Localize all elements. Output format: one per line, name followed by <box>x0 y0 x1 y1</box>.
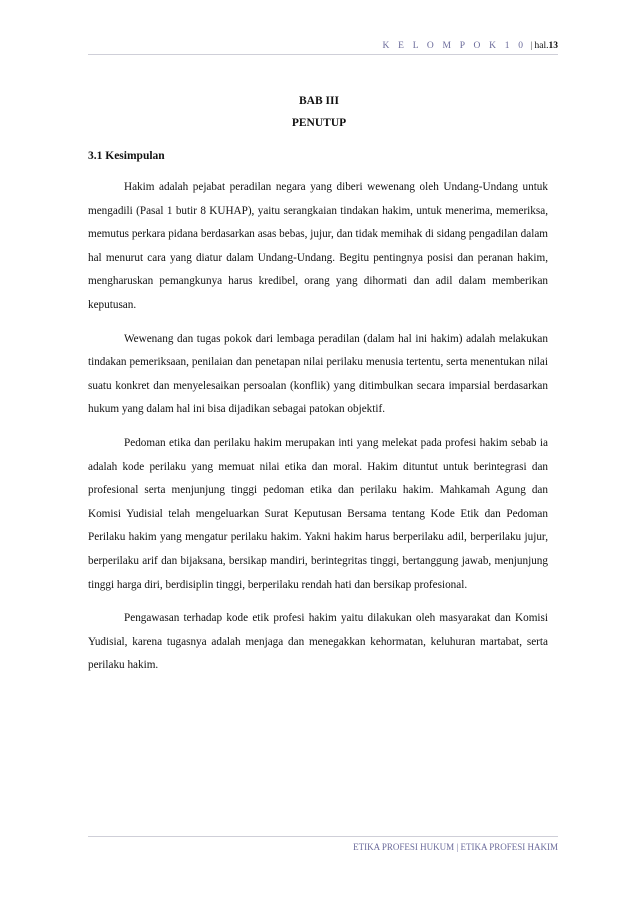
paragraph-3: Pedoman etika dan perilaku hakim merupakan inti yang melekat pada profesi hakim sebab ia adalah kode perilaku yang memuat nilai etika dan moral. Hakim dituntut untuk berintegrasi dan profesional serta menjunjung tinggi pedoman etika dan perilaku hakim. Mahkamah Agung dan Komisi Yudisial telah mengeluarkan Surat Keputusan Bersama tentang Kode Etik dan Pedoman Perilaku hakim yang mengatur perilaku hakim. Yakni hakim harus berperilaku adil, berperilaku jujur, berperilaku arif dan bijaksana, bersikap mandiri, berintegritas tinggi, bertanggung jawab, menjunjung tinggi harga diri, berdisiplin tinggi, berperilaku rendah hati dan bersikap profesional. <box>88 436 548 591</box>
footer-divider <box>88 836 558 837</box>
header-divider <box>88 54 558 55</box>
paragraph-4: Pengawasan terhadap kode etik profesi hakim yaitu dilakukan oleh masyarakat dan Komisi Yudisial, karena tugasnya adalah menjaga dan menegakkan kehormatan, keluhuran martabat, serta perilaku hakim. <box>88 612 548 672</box>
chapter-subtitle: PENUTUP <box>291 117 347 129</box>
body-content <box>88 176 548 688</box>
chapter-title: BAB III <box>299 95 339 107</box>
section-title: 3.1 Kesimpulan <box>88 150 165 162</box>
page-footer: ETIKA PROFESI HUKUM | ETIKA PROFESI HAKIM <box>353 842 558 852</box>
paragraph-1: Hakim adalah pejabat peradilan negara yang diberi wewenang oleh Undang-Undang untuk mengadili (Pasal 1 butir 8 KUHAP), yaitu serangkaian tindakan hakim, untuk menerima, memeriksa, memutus perkara pidana berdasarkan asas bebas, jujur, dan tidak memihak di sidang pengadilan dalam hal menurut cara yang diatur dalam Undang-Undang. Begitu pentingnya posisi dan peranan hakim, mengharuskan pemangkunya harus kredibel, orang yang dihormati dan adil dalam memberikan keputusan. <box>88 181 548 311</box>
header-group-name: K E L O M P O K 1 0 <box>382 41 527 51</box>
header-separator: | <box>530 41 533 51</box>
header-page-label: hal. <box>534 41 549 51</box>
header-page-number: 13 <box>548 41 558 51</box>
paragraph-2: Wewenang dan tugas pokok dari lembaga peradilan (dalam hal ini hakim) adalah melakukan tindakan pemeriksaan, penilaian dan penetapan nilai perilaku menusia tertentu, serta menentukan nilai suatu konkret dan menyelesaikan persoalan (konflik) yang ditimbulkan secara imparsial berdasarkan hukum yang dalam hal ini bisa dijadikan sebagai patokan objektif. <box>88 332 548 416</box>
page-header <box>88 40 558 52</box>
